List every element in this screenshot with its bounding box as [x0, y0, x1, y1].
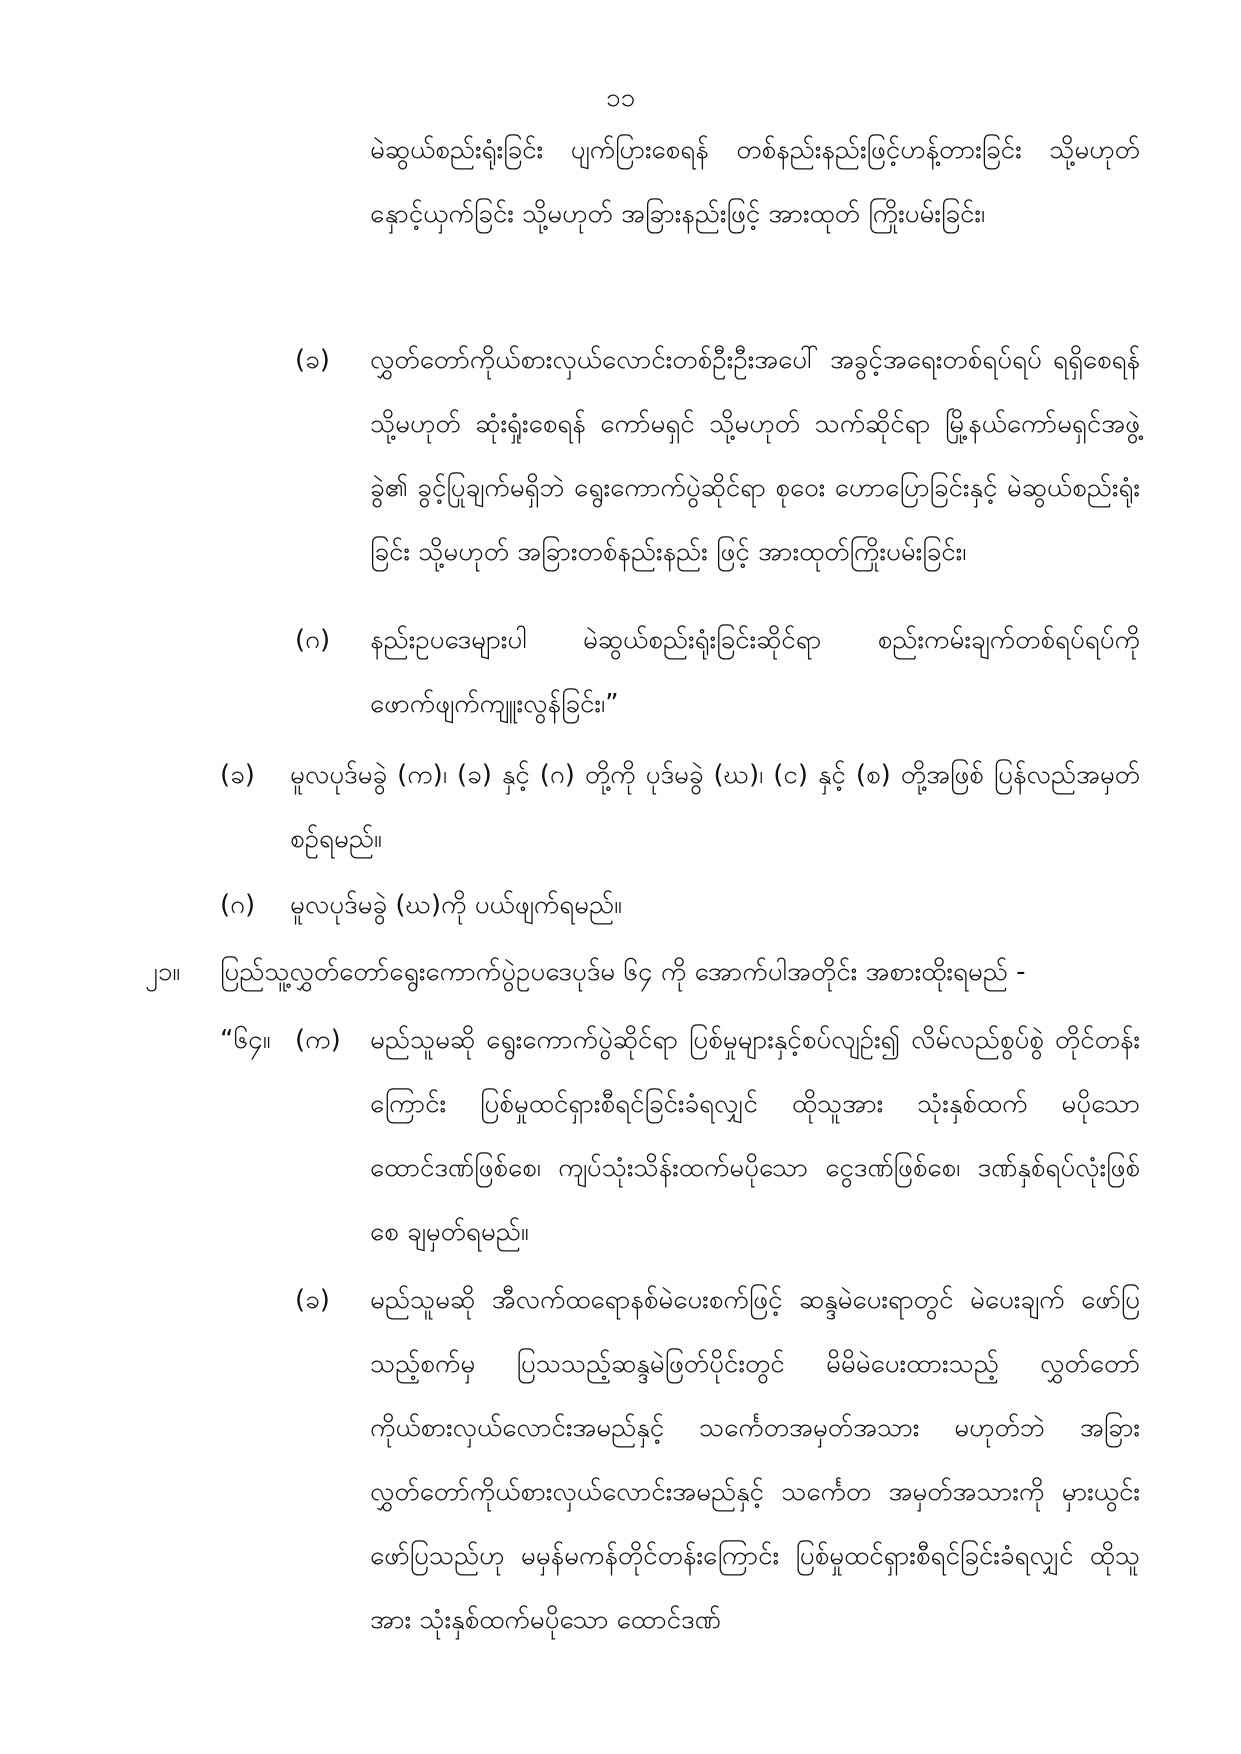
new-section-item-paragraph: မည်သူမဆို ရွေးကောက်ပွဲဆိုင်ရာ ပြစ်မှုများနှင့်စပ်လျဉ်း၍ လိမ်လည်စွပ်စွဲ တိုင်တန်းကြောင်း ပြစ်မှုထင်ရှားစီရင်ခြင်းခံရလျှင် ထိုသူအား သုံးနှစ်ထက် မပိုသော ထောင်ဒဏ်ဖြစ်စေ၊ ကျပ်သုံးသိန်းထက်မပိုသော ငွေဒဏ်ဖြစ်စေ၊ ဒဏ်နှစ်ရပ်လုံးဖြစ်စေ ချမှတ်ရမည်။ [370, 1025, 1140, 1247]
new-section-item-marker: (က) [295, 1025, 341, 1055]
amendment-marker: (ခ) [220, 760, 255, 790]
new-section-item-marker: (ခ) [295, 1285, 330, 1315]
section-number: ၂၁။ [145, 957, 181, 987]
sub-item-marker: (ခ) [295, 345, 330, 375]
amendment-marker: (ဂ) [220, 890, 256, 920]
sub-item-marker: (ဂ) [295, 625, 331, 655]
section-heading-text: ပြည်သူ့လွှတ်တော်ရွေးကောက်ပွဲဥပဒေပုဒ်မ ၆၄ ကို အောက်ပါအတိုင်း အစားထိုးရမည် - [220, 957, 1026, 987]
new-section-number: “၆၄။ [220, 1025, 271, 1055]
continuation-paragraph: မဲဆွယ်စည်းရုံးခြင်း ပျက်ပြားစေရန် တစ်နည်းနည်းဖြင့်ဟန့်တားခြင်း သို့မဟုတ် နှောင့်ယှက်ခြင်း သို့မဟုတ် အခြားနည်းဖြင့် အားထုတ် ကြိုးပမ်းခြင်း၊ [370, 135, 1140, 229]
sub-item-paragraph: လွှတ်တော်ကိုယ်စားလှယ်လောင်းတစ်ဦးဦးအပေါ် အခွင့်အရေးတစ်ရပ်ရပ် ရရှိစေရန် သို့မဟုတ် ဆုံးရှုံးစေရန် ကော်မရှင် သို့မဟုတ် သက်ဆိုင်ရာ မြို့နယ်ကော်မရှင်အဖွဲ့ခွဲ၏ ခွင့်ပြုချက်မရှိဘဲ ရွေးကောက်ပွဲဆိုင်ရာ စုဝေး ဟောပြောခြင်းနှင့် မဲဆွယ်စည်းရုံးခြင်း သို့မဟုတ် အခြားတစ်နည်းနည်း ဖြင့် အားထုတ်ကြိုးပမ်းခြင်း၊ [370, 345, 1140, 567]
amendment-paragraph: မူလပုဒ်မခွဲ (က)၊ (ခ) နှင့် (ဂ) တို့ကို ပုဒ်မခွဲ (ဃ)၊ (င) နှင့် (စ) တို့အဖြစ် ပြန်လည်အမှတ်စဉ်ရမည်။ [290, 760, 1140, 854]
amendment-paragraph: မူလပုဒ်မခွဲ (ဃ)ကို ပယ်ဖျက်ရမည်။ [290, 890, 622, 920]
page-number: ၁၁ [605, 83, 636, 113]
sub-item-paragraph: နည်းဥပဒေများပါ မဲဆွယ်စည်းရုံးခြင်းဆိုင်ရာ စည်းကမ်းချက်တစ်ရပ်ရပ်ကို ဖောက်ဖျက်ကျူးလွန်ခြင်း၊” [370, 625, 1140, 719]
new-section-item-paragraph: မည်သူမဆို အီလက်ထရောနစ်မဲပေးစက်ဖြင့် ဆန္ဒမဲပေးရာတွင် မဲပေးချက် ဖော်ပြသည့်စက်မှ ပြသသည့်ဆန္ဒမဲဖြတ်ပိုင်းတွင် မိမိမဲပေးထားသည့် လွှတ်တော်ကိုယ်စားလှယ်လောင်းအမည်နှင့် သင်္ကေတအမှတ်အသား မဟုတ်ဘဲ အခြားလွှတ်တော်ကိုယ်စားလှယ်လောင်းအမည်နှင့် သင်္ကေတ အမှတ်အသားကို မှားယွင်းဖော်ပြသည်ဟု မမှန်မကန်တိုင်တန်းကြောင်း ပြစ်မှုထင်ရှားစီရင်ခြင်းခံရလျှင် ထိုသူအား သုံးနှစ်ထက်မပိုသော ထောင်ဒဏ် [370, 1285, 1140, 1635]
